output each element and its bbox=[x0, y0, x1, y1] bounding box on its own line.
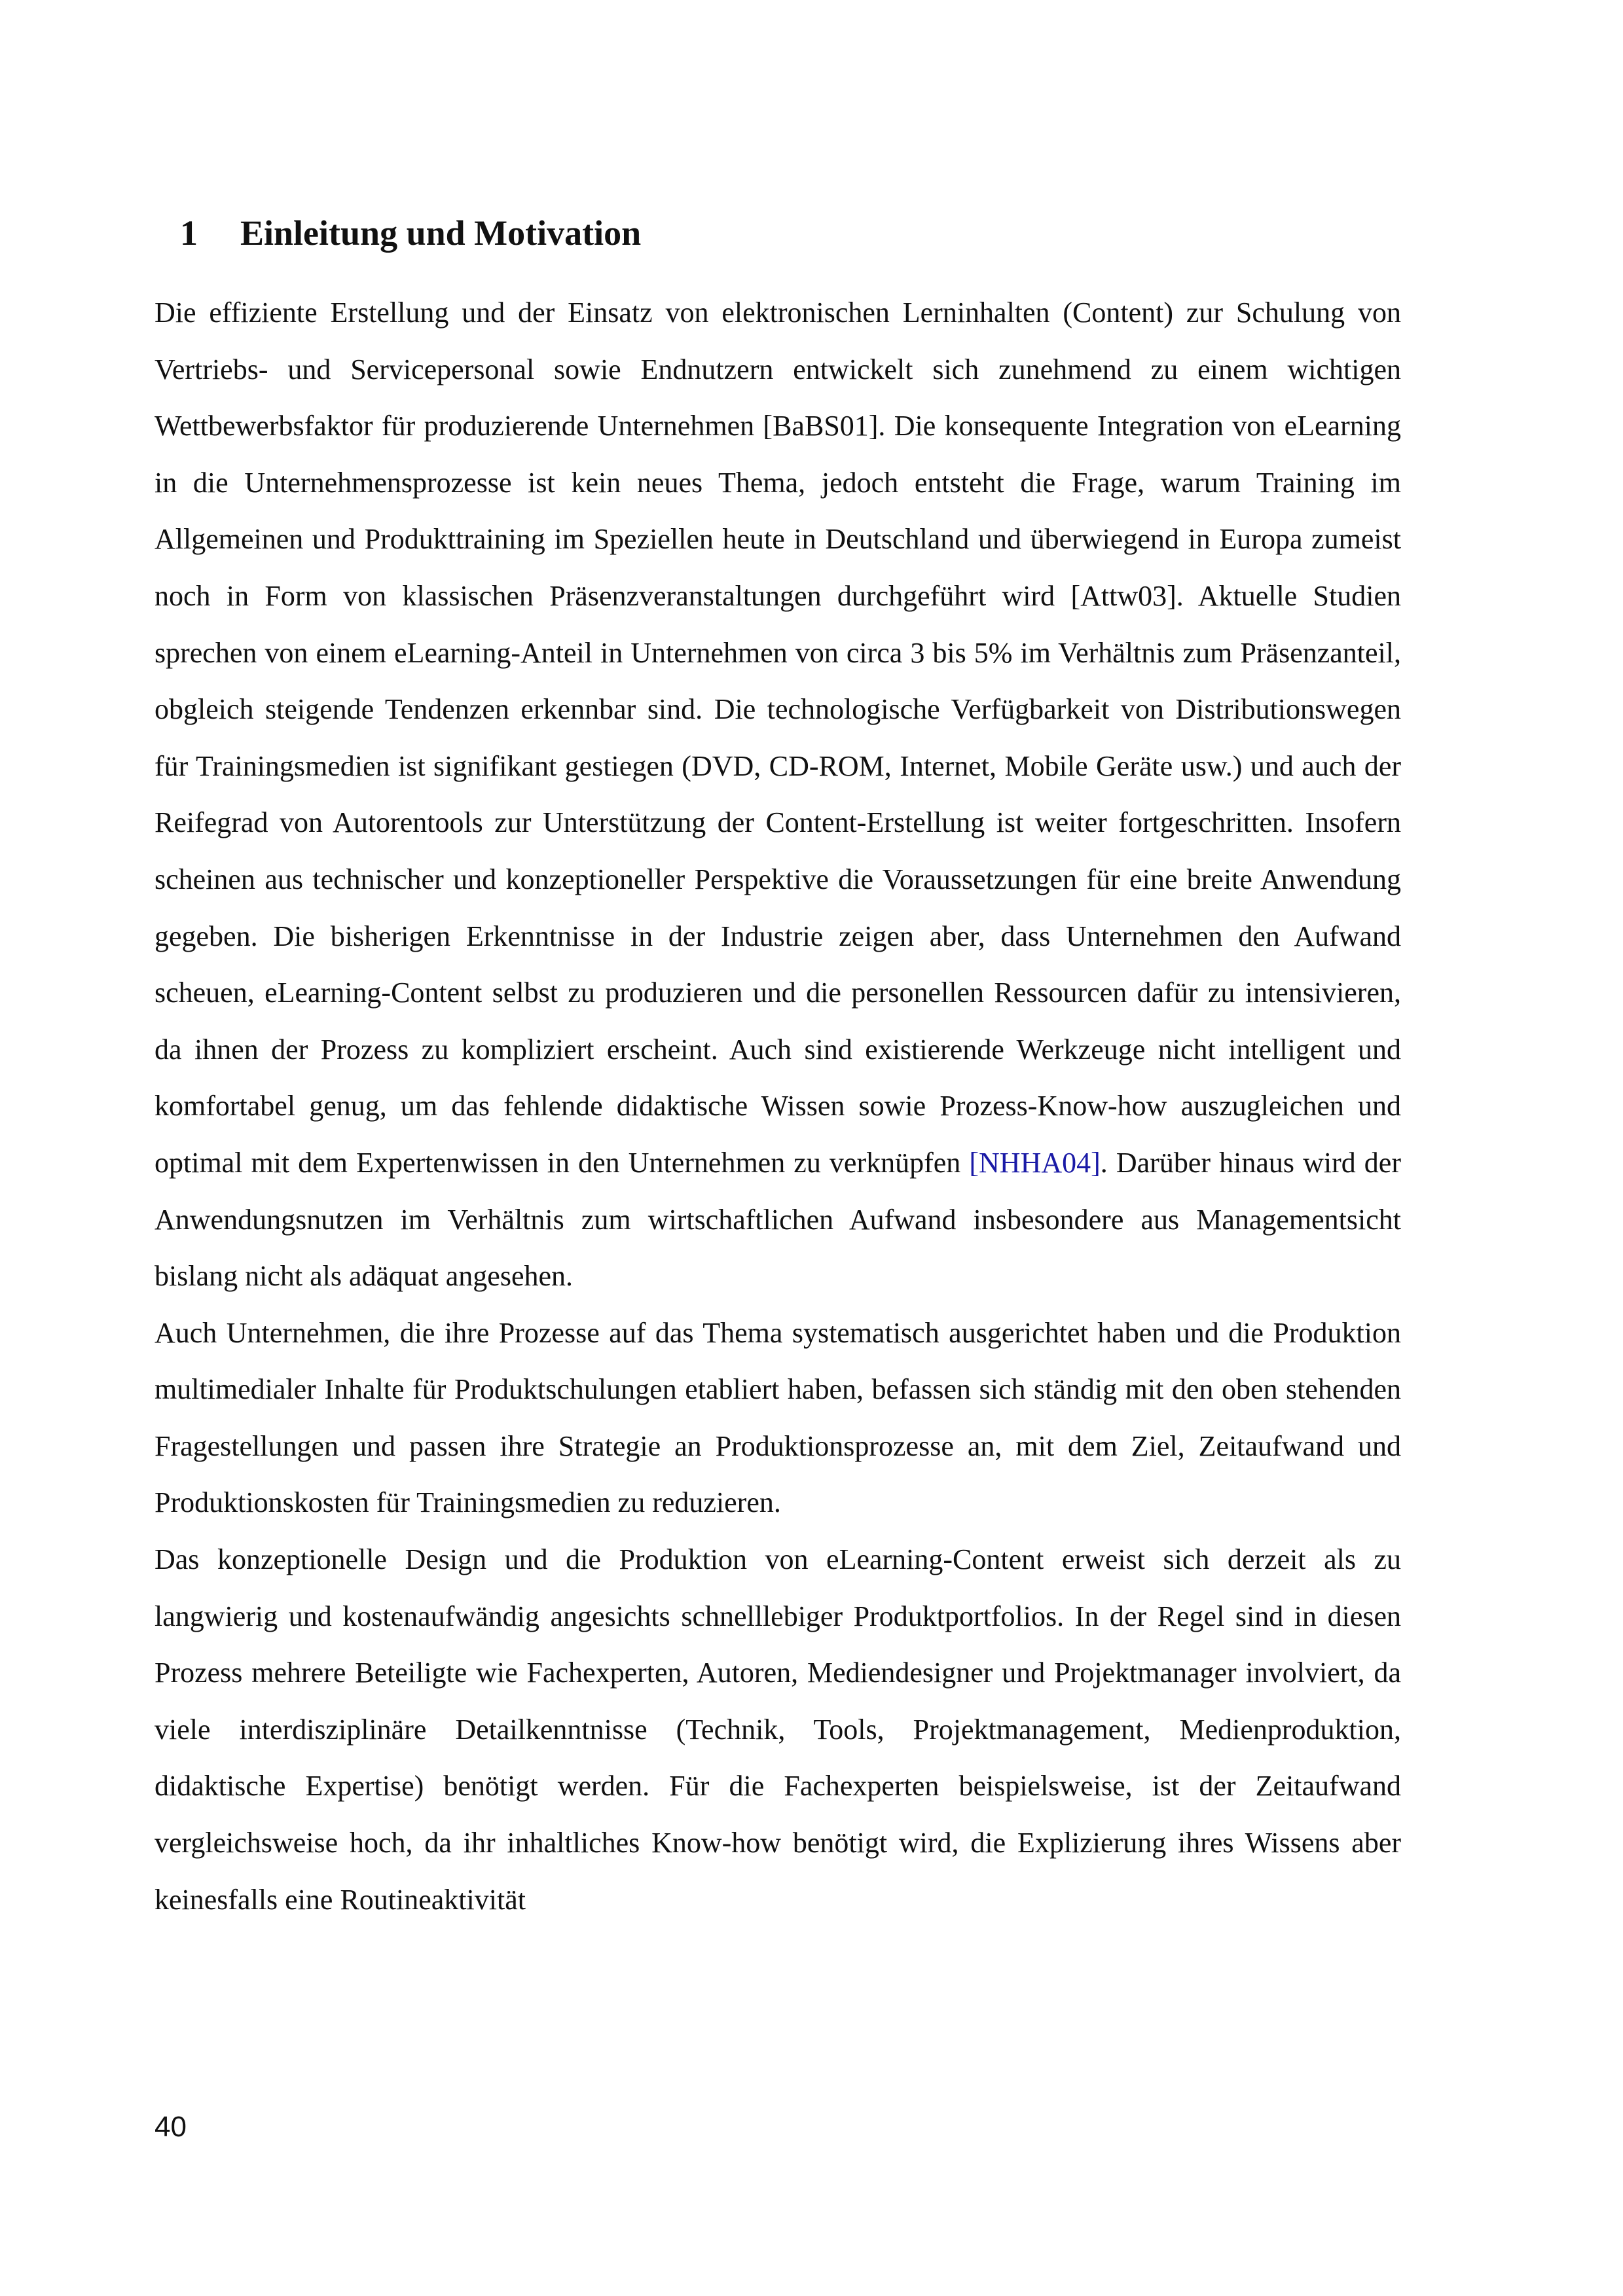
section-number: 1 bbox=[180, 213, 198, 253]
paragraph-1-text: Die effiziente Erstellung und der Einsatz von elektronischen Lerninhalten (Content) zur Schulung von Vertriebs- und Servicepersonal sowie Endnutzern entwickelt sich zunehmend zu einem wichtigen Wettbewerbsfaktor für produzierende Unternehmen [BaBS01]. Die konsequente Integration von eLearning in die Unternehmensprozesse ist kein neues Thema, jedoch entsteht die Frage, warum Training im Allgemeinen und Produkttraining im Speziellen heute in Deutschland und überwiegend in Europa zumeist noch in Form von klassischen Präsenzveranstaltungen durchgeführt wird [Attw03]. Aktuelle Studien sprechen von einem eLearning-Anteil in Unternehmen von circa 3 bis 5% im Verhältnis zum Präsenzanteil, obgleich steigende Tendenzen erkennbar sind. Die technologische Verfügbarkeit von Distributionswegen für Trainingsmedien ist signifikant gestiegen (DVD, CD-ROM, Internet, Mobile Geräte usw.) und auch der Reifegrad von Autorentools zur Unterstützung der Content-Erstellung ist weiter fortgeschritten. Insofern scheinen aus technischer und konzeptioneller Perspektive die Voraussetzungen für eine breite Anwendung gegeben. Die bisherigen Erkenntnisse in der Industrie zeigen aber, dass Unternehmen den Aufwand scheuen, eLearning-Content selbst zu produzieren und die personellen Ressourcen dafür zu intensivieren, da ihnen der Prozess zu kompliziert erscheint. Auch sind existierende Werkzeuge nicht intelligent und komfortabel genug, um das fehlende didaktische Wissen sowie Prozess-Know-how auszugleichen und optimal mit dem Expertenwissen in den Unternehmen zu verknüpfen bbox=[155, 296, 1401, 1179]
paragraph-1 bbox=[155, 285, 1401, 1305]
paragraph-1-text-end: . Darüber hinaus wird der Anwendungsnutzen im Verhältnis zum wirtschaftlichen Aufwand insbesondere aus Managementsicht bislang nicht als adäquat angesehen. bbox=[155, 1146, 1401, 1293]
paragraph-3: Das konzeptionelle Design und die Produktion von eLearning-Content erweist sich derzeit als zu langwierig und kostenaufwändig angesichts schnelllebiger Produktportfolios. In der Regel sind in diesen Prozess mehrere Beteiligte wie Fachexperten, Autoren, Mediendesigner und Projektmanager involviert, da viele interdisziplinäre Detailkenntnisse (Technik, Tools, Projektmanagement, Medienproduktion, didaktische Expertise) benötigt werden. Für die Fachexperten beispielsweise, ist der Zeitaufwand vergleichsweise hoch, da ihr inhaltliches Know-how benötigt wird, die Explizierung ihres Wissens aber keinesfalls eine Routineaktivität bbox=[155, 1543, 1401, 1916]
paragraph-2: Auch Unternehmen, die ihre Prozesse auf das Thema systematisch ausgerichtet haben und die Produktion multimedialer Inhalte für Produktschulungen etabliert haben, befassen sich ständig mit den oben stehenden Fragestellungen und passen ihre Strategie an Produktionsprozesse an, mit dem Ziel, Zeitaufwand und Produktionskosten für Trainingsmedien zu reduzieren. bbox=[155, 1316, 1401, 1519]
section-heading bbox=[180, 211, 641, 255]
section-title: Einleitung und Motivation bbox=[240, 213, 642, 253]
page-number: 40 bbox=[155, 2111, 187, 2143]
citation-link-nhha04[interactable]: [NHHA04] bbox=[969, 1146, 1101, 1179]
body-text bbox=[155, 285, 1401, 1928]
